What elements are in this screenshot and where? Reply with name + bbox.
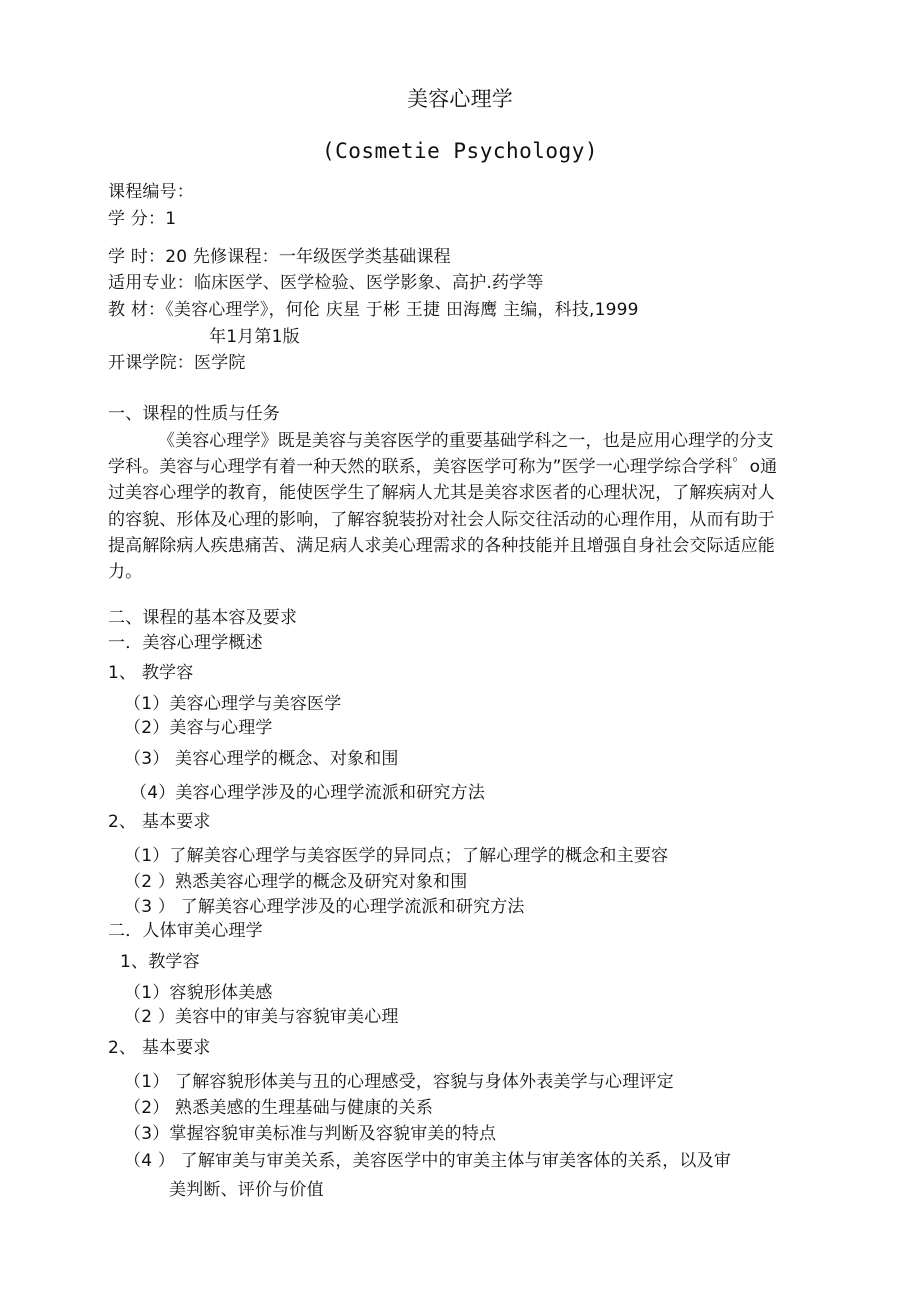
course-college: 开课学院：医学院 (108, 353, 246, 373)
unit1-req-heading: 2、 基本要求 (108, 812, 211, 832)
unit2-req-item: （4 ） 了解审美与审美关系，美容医学中的审美主体与审美客体的关系，以及审 (124, 1151, 732, 1171)
unit2-content-item: （2 ）美容中的审美与容貌审美心理 (124, 1007, 399, 1027)
unit2-content-heading: 1、教学容 (120, 952, 200, 972)
unit1-req-item: （1）了解美容心理学与美容医学的异同点；了解心理学的概念和主要容 (124, 846, 669, 866)
course-majors: 适用专业：临床医学、医学检验、医学影象、高护.药学等 (108, 273, 544, 293)
unit1-content-heading: 1、 教学容 (108, 663, 194, 683)
course-hours: 学 时：20 先修课程：一年级医学类基础课程 (108, 247, 451, 267)
unit1-req-item: （3 ） 了解美容心理学涉及的心理学流派和研究方法 (124, 897, 525, 917)
page-title: 美容心理学 (407, 87, 513, 111)
unit1-req-item: （2 ）熟悉美容心理学的概念及研究对象和围 (124, 872, 468, 892)
unit1-content-item: （4）美容心理学涉及的心理学流派和研究方法 (130, 783, 486, 803)
unit1-content-item: （2）美容与心理学 (124, 718, 273, 738)
section1-paragraph: 《美容心理学》既是美容与美容医学的重要基础学科之一，也是应用心理学的分支学科。美容与心理学有着一种天然的联系，美容医学可称为”医学一心理学综合学科゜o通过美容心理学的教育，能使医学生了解病人尤其是美容求医者的心理状况，了解疾病对人的容貌、形体及心理的影响，了解容貌装扮对社会人际交往活动的心理作用，从而有助于提高解除病人疾患痛苦、满足病人求美心理需求的各种技能并且增强自身社会交际适应能力。 (108, 431, 778, 583)
unit2-req-item: （1） 了解容貌形体美与丑的心理感受，容貌与身体外表美学与心理评定 (124, 1072, 674, 1092)
unit2-req-item: （2） 熟悉美感的生理基础与健康的关系 (124, 1098, 434, 1118)
section1-heading: 一、课程的性质与任务 (108, 404, 280, 424)
unit2-req-item-continued: 美判断、评价与价值 (169, 1180, 324, 1200)
course-credits: 学 分：1 (108, 209, 177, 229)
unit2-content-item: （1）容貌形体美感 (124, 983, 273, 1003)
course-code: 课程编号： (108, 182, 194, 202)
unit1-content-item: （1）美容心理学与美容医学 (124, 694, 342, 714)
course-textbook-edition: 年1月第1版 (209, 327, 300, 347)
section2-heading: 二、课程的基本容及要求 (108, 608, 298, 628)
unit1-content-item: （3） 美容心理学的概念、对象和围 (124, 749, 399, 769)
unit2-req-item: （3）掌握容貌审美标准与判断及容貌审美的特点 (124, 1124, 497, 1144)
course-textbook: 教 材：《美容心理学》，何伦 庆星 于彬 王捷 田海鹰 主编，科技,1999 (108, 300, 639, 320)
page-subtitle: (Cosmetie Psychology) (321, 139, 598, 163)
unit2-heading: 二．人体审美心理学 (108, 921, 263, 941)
unit1-heading: 一．美容心理学概述 (108, 633, 263, 653)
unit2-req-heading: 2、 基本要求 (108, 1038, 211, 1058)
